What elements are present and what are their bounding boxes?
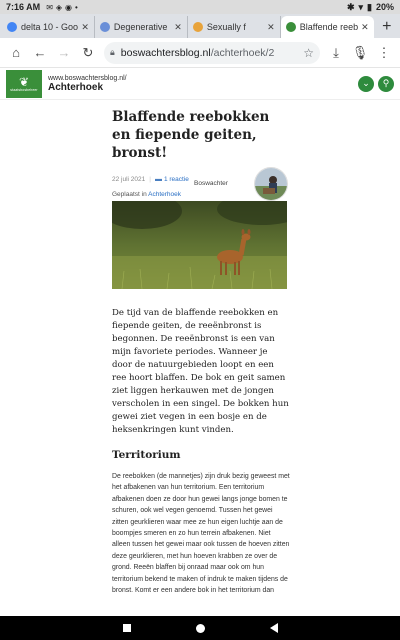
- browser-toolbar: [0, 38, 400, 68]
- site-name[interactable]: Achterhoek: [48, 81, 104, 93]
- battery-level: 20%: [375, 2, 394, 12]
- reactions-link[interactable]: 1 reactie: [163, 176, 189, 183]
- deer-photo: [112, 201, 287, 289]
- meta-divider: |: [149, 176, 151, 183]
- mail-icon: ✉: [46, 2, 53, 12]
- tab-1[interactable]: [2, 16, 95, 38]
- tab-title: Sexually f: [206, 22, 246, 32]
- staatsbosbeheer-logo[interactable]: [6, 70, 42, 98]
- recents-icon[interactable]: [123, 624, 131, 632]
- close-icon[interactable]: ✕: [174, 21, 182, 32]
- site-header: [0, 68, 400, 100]
- url-text: boswachtersblog.nl/achterhoek/2: [120, 46, 275, 59]
- category-link[interactable]: Achterhoek: [148, 191, 182, 198]
- tab-3[interactable]: [188, 16, 281, 38]
- back-icon[interactable]: ←: [33, 45, 47, 60]
- star-icon[interactable]: ☆: [303, 45, 314, 60]
- google-favicon-icon: [7, 22, 17, 32]
- article-title: Blaffende reebokken en fiepende geiten, bronst!: [112, 109, 270, 161]
- tab-4-active[interactable]: [281, 16, 374, 38]
- back-button-icon[interactable]: [270, 623, 278, 633]
- tab-title: Blaffende reeb: [299, 22, 359, 32]
- home-icon[interactable]: ⌂: [12, 45, 20, 60]
- wifi-icon: ▾: [358, 1, 364, 12]
- status-bar: [0, 0, 400, 14]
- page-favicon-icon: [193, 22, 203, 32]
- close-icon[interactable]: ✕: [361, 21, 369, 32]
- article-intro: De tijd van de blaffende reebokken en fiepende geiten, de reeënbronst is begonnen. De reeënbronst is een van mijn favoriete periodes. Wanneer je door de natuurgebieden loopt en een ree hoort blaffen. De bok en geit samen ziet liggen herkauwen met de jongen verscholen in een singel. De bokken hun gewei ziet vegen in een bosje en de heksenkringen kunt vinden.: [112, 308, 289, 435]
- site-url[interactable]: www.boswachtersblog.nl/: [48, 74, 127, 82]
- author-name[interactable]: Boswachter: [194, 180, 228, 187]
- leaf-icon: ❦: [18, 74, 30, 89]
- staatsbosbeheer-favicon-icon: [286, 22, 296, 32]
- address-bar[interactable]: [104, 42, 320, 64]
- reload-icon[interactable]: ↻: [82, 44, 94, 60]
- comment-icon: ▬: [154, 176, 162, 183]
- new-tab-button[interactable]: +: [382, 18, 392, 35]
- battery-icon: ▮: [367, 1, 372, 12]
- bluetooth-icon: ✱: [346, 1, 355, 12]
- tab-title: delta 10 - Goo: [21, 22, 79, 32]
- search-icon[interactable]: ⚲: [378, 76, 394, 92]
- system-nav-bar: [0, 616, 400, 640]
- home-button-icon[interactable]: [196, 624, 205, 633]
- author-avatar[interactable]: [254, 167, 288, 201]
- menu-icon[interactable]: ⋮: [377, 44, 391, 60]
- status-right: [347, 2, 394, 13]
- status-time: 7:16 AM: [6, 2, 41, 12]
- chevron-down-icon[interactable]: ⌄: [358, 76, 374, 92]
- category-line: Geplaatst in Achterhoek: [112, 191, 182, 198]
- shield-icon: ◈: [55, 2, 63, 12]
- tab-strip: [0, 14, 400, 38]
- download-icon[interactable]: ⤓: [333, 44, 339, 60]
- dot-icon: •: [75, 2, 78, 12]
- tab-title: Degenerative: [113, 22, 168, 32]
- site-titles: [48, 75, 127, 93]
- author-row: [112, 180, 290, 201]
- close-icon[interactable]: ✕: [81, 21, 89, 32]
- section-heading: Territorium: [112, 449, 181, 461]
- lock-icon: 🔒︎: [110, 47, 115, 57]
- notification-icon: ◉: [65, 2, 73, 12]
- header-buttons: [358, 76, 394, 92]
- close-icon[interactable]: ✕: [267, 21, 275, 32]
- forward-icon[interactable]: →: [57, 45, 71, 60]
- tab-2[interactable]: [95, 16, 188, 38]
- article: [112, 108, 290, 596]
- page-favicon-icon: [100, 22, 110, 32]
- logo-text: staatsbosbeheer: [10, 87, 38, 92]
- mic-icon[interactable]: 🎙︎: [351, 44, 369, 60]
- deer-image: [112, 201, 287, 289]
- article-date: 22 juli 2021: [112, 176, 146, 183]
- article-body: De reebokken (de mannetjes) zijn druk bezig geweest met het afbakenen van hun territorium. Een territorium afbakenen doen ze door hun gewei langs jonge bomen te schuren, ook wel vegen genoemd. Tussen het gewei zitten geurklieren waar mee ze hun eigen luchtje aan de boompjes smeren en zo hun terrein afbakenen. Niet alleen tussen het gewei maar ook tussen de hoeven zitten deze geurklieren, met hun hoeven krabben ze over de grond. Reeën blaffen bij onraad maar ook om hun territorium bekend te maken of indruk te maken tijdens de bronst. Komt er een andere bok in het territorium dan: [112, 473, 290, 595]
